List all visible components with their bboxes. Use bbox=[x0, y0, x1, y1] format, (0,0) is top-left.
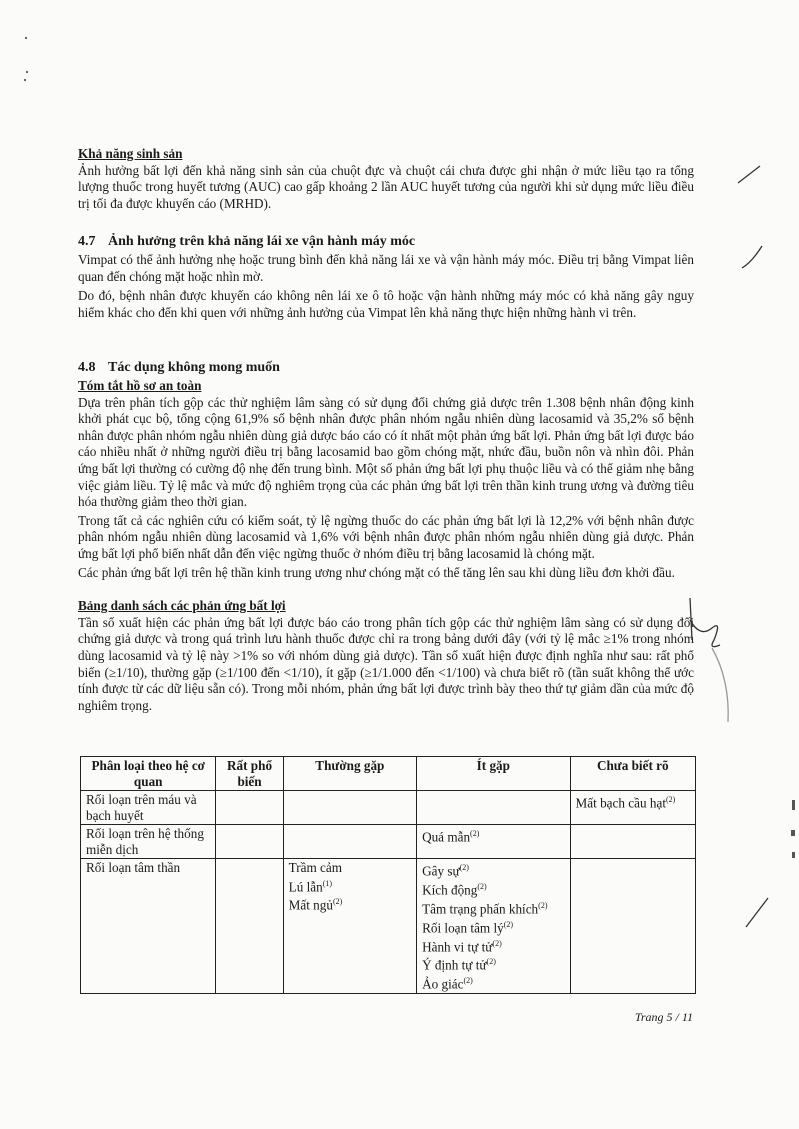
footnote-ref: (1) bbox=[322, 878, 333, 888]
column-header: Phân loại theo hệ cơ quan bbox=[81, 757, 216, 791]
adverse-list-heading: Bảng danh sách các phản ứng bất lợi bbox=[78, 598, 286, 614]
footnote-ref: (2) bbox=[332, 897, 343, 907]
paragraph: Trong tất cả các nghiên cứu có kiểm soát, tỷ lệ ngừng thuốc do các phản ứng bất lợi là 12,2% với bệnh nhân được phân nhóm ngẫu nhiên dùng lacosamid và 1,6% với bệnh nhân được phân nhóm ngẫu nhiên dùng giả dược. Phản ứng bất lợi phổ biến nhất dẫn đến việc ngừng thuốc ở nhóm điều trị bằng lacosamid là chóng mặt. bbox=[78, 512, 694, 561]
pen-stroke bbox=[746, 898, 768, 927]
footnote-ref: (2) bbox=[477, 881, 487, 891]
organ-class-cell: Rối loạn tâm thần bbox=[81, 859, 216, 994]
page-number: Trang 5 / 11 bbox=[634, 1010, 693, 1024]
initials-scribble bbox=[690, 620, 720, 647]
paragraph: Dựa trên phân tích gộp các thử nghiệm lâm sàng có sử dụng đối chứng giả dược trên 1.308 bệnh nhân động kinh khởi phát cục bộ, tổng cộng 61,9% số bệnh nhân được phân nhóm ngẫu nhiên dùng lacosamid và 35,2% số bệnh nhân được phân nhóm ngẫu nhiên dùng giả dược báo cáo có ít nhất một phản ứng bất lợi. Phản ứng bất lợi được báo cáo nhiều nhất ở những người điều trị bằng lacosamid bao gồm chóng mặt, nhức đầu, buồn nôn và nhìn đôi. Phản ứng bất lợi thường có cường độ nhẹ đến trung bình. Một số phản ứng bất lợi phụ thuộc liều và có thể giảm nhẹ bằng việc giảm liều. Tỷ lệ mắc và mức độ nghiêm trọng của các phản ứng bất lợi trên thần kinh trung ương và đường tiêu hóa thường giảm theo thời gian. bbox=[78, 394, 694, 510]
footnote-ref: (2) bbox=[459, 863, 469, 872]
reaction-item: Rối loạn tâm $lý^{(2)}$ bbox=[422, 919, 514, 936]
organ-class-cell: Rối loạn trên máu và bạch huyết bbox=[81, 791, 216, 825]
footnote-ref: (2) bbox=[503, 919, 514, 929]
fertility-heading: Khả năng sinh sản bbox=[78, 146, 183, 161]
section-title: Tác dụng không mong muốn bbox=[108, 360, 280, 375]
reaction-item: Lú lẫn$^{(1)}$ bbox=[288, 878, 333, 894]
reaction-item: Quá mẫn$^{(2)}$ bbox=[422, 829, 480, 845]
paragraph: Tần số xuất hiện các phản ứng bất lợi được báo cáo trong phân tích gộp các thử nghiệm lâm sàng có sử dụng đối chứng giả dược và trong quá trình lưu hành thuốc được chỉ ra trong bảng dưới đây (với tỷ lệ mắc ≥1% trong nhóm dùng lacosamid và tỷ lệ này >1% so với nhóm dùng giả dược). Tần số xuất hiện được định nghĩa như sau: rất phổ biến (≥1/10), thường gặp (≥1/100 đến <1/10), ít gặp (≥1/1.000 đến <1/100) và chưa biết rõ (tần suất không thể ước tính được từ các dữ liệu sẵn có). Trong mỗi nhóm, phản ứng bất lợi được trình bày theo thứ tự giảm dần của mức độ nghiêm trọng. bbox=[78, 614, 694, 713]
reaction-item: Trầm cảm bbox=[288, 860, 342, 875]
reaction-item: Hành vi tự tử$^{(2)}$ bbox=[422, 938, 502, 954]
section-number: 4.8 bbox=[78, 360, 96, 375]
reaction-item: Kích động$^{(2)}$ bbox=[422, 881, 487, 898]
paragraph: Vimpat có thể ảnh hưởng nhẹ hoặc trung bình đến khả năng lái xe và vận hành máy móc. Điều trị bằng Vimpat liên quan đến chóng mặt hoặc nhìn mờ. bbox=[78, 252, 694, 284]
column-header: Chưa biết rõ bbox=[570, 757, 695, 791]
section-number: 4.7 bbox=[78, 234, 96, 249]
footnote-ref: (2) bbox=[666, 795, 676, 804]
organ-class-cell: Rối loạn trên hệ thống miễn dịch bbox=[81, 825, 216, 859]
reaction-item: Ý định tự tử$^{(2)}$ bbox=[422, 957, 496, 973]
fertility-text: Ảnh hưởng bất lợi đến khả năng sinh sản của chuột đực và chuột cái chưa được ghi nhận ở mức liều tạo ra tổng lượng thuốc trong huyết tương (AUC) cao gấp khoảng 2 lần AUC huyết tương của người khi sử dụng mức liều điều trị tối đa được khuyến cáo (MRHD). bbox=[78, 162, 694, 211]
footnote-ref: (2) bbox=[463, 976, 473, 986]
footnote-ref: (2) bbox=[538, 900, 548, 910]
safety-summary-heading: Tóm tắt hồ sơ an toàn bbox=[78, 378, 202, 393]
footnote-ref: (2) bbox=[486, 957, 496, 967]
footnote-ref: (2) bbox=[470, 829, 480, 838]
column-header: Thường gặp bbox=[283, 757, 416, 791]
stamp-arc bbox=[712, 648, 728, 722]
reaction-item: Mất ngủ$^{(2)}$ bbox=[288, 897, 343, 913]
section-title: Ảnh hưởng trên khả năng lái xe vận hành máy móc bbox=[108, 234, 416, 249]
reaction-item: Ảo giác$^{(2)}$ bbox=[422, 976, 473, 992]
footnote-ref: (2) bbox=[492, 938, 502, 948]
column-header: Rất phổ biến bbox=[216, 757, 283, 791]
reaction-item: Tâm trạng phấn khích$^{(2)}$ bbox=[422, 900, 548, 917]
paragraph: Các phản ứng bất lợi trên hệ thần kinh trung ương như chóng mặt có thể tăng lên sau khi dùng liều đơn khởi đầu. bbox=[78, 564, 675, 580]
reaction-item: Mất bạch cầu hạt$^{(2)}$ bbox=[575, 795, 676, 811]
column-header: Ít gặp bbox=[417, 757, 570, 791]
paragraph: Do đó, bệnh nhân được khuyến cáo không nên lái xe ô tô hoặc vận hành những máy móc có khả năng gây nguy hiểm khác cho đến khi quen với những ảnh hưởng của Vimpat lên khả năng thực hiện những hành vi trên. bbox=[78, 288, 694, 320]
reaction-item: Gây sự$^{(2)}$ bbox=[422, 863, 469, 879]
pen-stroke bbox=[690, 598, 692, 640]
pen-stroke bbox=[738, 166, 760, 183]
pen-stroke bbox=[742, 246, 762, 268]
